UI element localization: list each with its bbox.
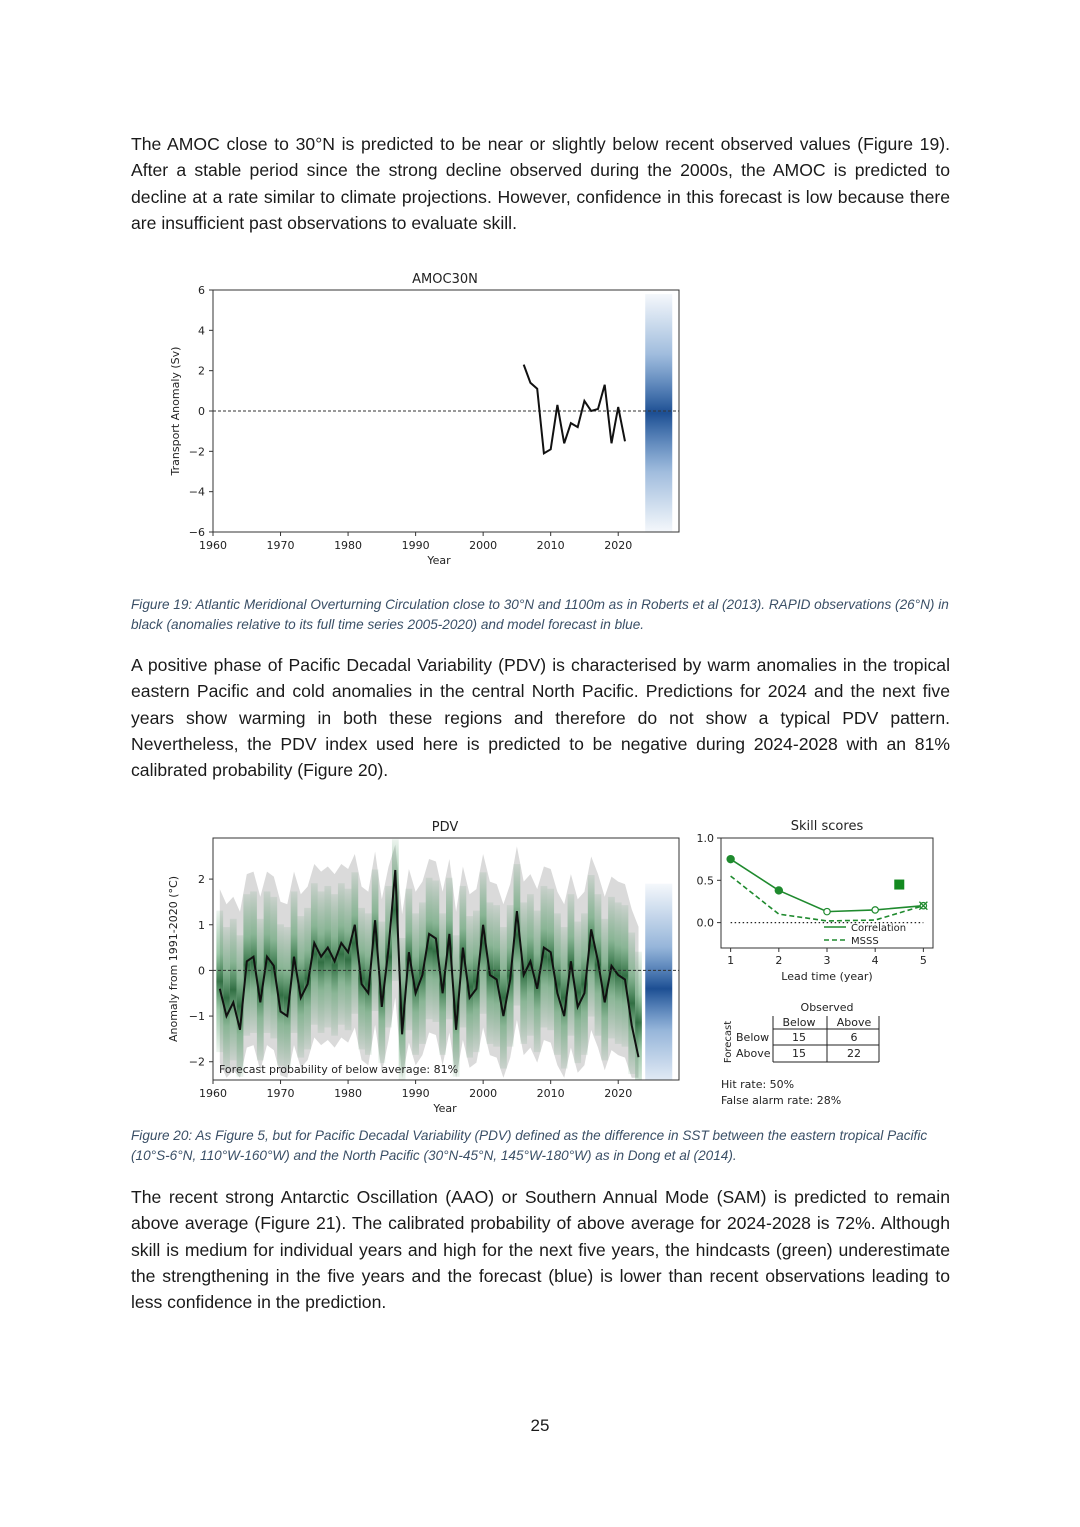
- hindcast-shade: [635, 952, 642, 1094]
- hindcast-shade: [223, 927, 230, 1069]
- table-cell: 6: [850, 1031, 858, 1044]
- x-tick-label: 2010: [536, 1087, 565, 1100]
- hindcast-shade: [318, 891, 325, 1033]
- x-tick-label: 1980: [334, 539, 363, 552]
- x-tick-label: 1970: [266, 1087, 295, 1100]
- legend-correlation-label: Correlation: [851, 923, 907, 934]
- table-row-below: Below: [736, 1031, 770, 1044]
- table-col-below: Below: [782, 1016, 816, 1029]
- y-tick-label: 2: [198, 873, 205, 887]
- y-tick-label: −1: [188, 1010, 205, 1024]
- contingency-table: [723, 1001, 879, 1063]
- paragraph-aao: The recent strong Antarctic Oscillation (AAO) or Southern Annual Mode (SAM) is predicted to remain above average (Figure 21). The calibrated probability of above average for 2024-2028 is 72%. Although skill is medium for individual years and high for the next five years, the hindcasts (green) underestimate the strengthening in the five years and the forecast (blue) is lower than recent observations leading to less confidence in the prediction.: [131, 1187, 950, 1313]
- hindcast-shade: [216, 911, 223, 1053]
- amoc-title: AMOC30N: [412, 272, 478, 287]
- skill-scores-panel: [690, 812, 950, 1112]
- pdv-annotation: Forecast probability of below average: 81%: [219, 1063, 459, 1076]
- hindcast-shade: [439, 913, 446, 1055]
- paragraph-amoc: The AMOC close to 30°N is predicted to be near or slightly below recent observed values (Figure 19). After a stable period since the strong decline observed during the 2000s, the AMOC is predicted to decline at a rate similar to climate projections. However, confidence in this forecast is low because there are insufficient past observations to evaluate skill.: [131, 134, 950, 233]
- hindcast-shade: [345, 889, 352, 1031]
- correlation-point: [824, 908, 830, 914]
- x-tick-label: 1980: [334, 1087, 363, 1100]
- hindcast-shade: [338, 883, 345, 1025]
- y-tick-label: −2: [188, 445, 205, 459]
- y-tick-label: 0.5: [696, 874, 714, 888]
- table-cell: 15: [792, 1047, 806, 1060]
- x-tick-label: 1960: [199, 1087, 227, 1100]
- five-year-correlation-marker: [894, 880, 904, 890]
- x-tick-label: 2020: [604, 1087, 633, 1100]
- y-tick-label: 0: [198, 964, 205, 978]
- x-tick-label: 1970: [266, 539, 295, 552]
- table-row-above: Above: [736, 1047, 771, 1060]
- table-cell: 22: [847, 1047, 861, 1060]
- table-forecast-label: Forecast: [723, 1020, 734, 1064]
- x-tick-label: 2000: [469, 1087, 498, 1100]
- x-tick-label: 2020: [604, 539, 633, 552]
- forecast-plume: [645, 884, 672, 1094]
- x-tick-label: 2: [775, 954, 783, 967]
- y-tick-label: 4: [198, 324, 205, 338]
- y-tick-label: −6: [188, 526, 205, 539]
- pdv-xlabel: Year: [433, 1102, 457, 1115]
- pdv-title: PDV: [431, 820, 459, 835]
- table-observed-label: Observed: [800, 1001, 854, 1014]
- hit-rate: Hit rate: 50%: [721, 1078, 795, 1091]
- pdv-plot-area: [216, 839, 672, 1093]
- hindcast-shade: [331, 894, 338, 1036]
- amoc-ylabel: Transport Anomaly (Sv): [169, 346, 182, 476]
- y-tick-label: 1.0: [696, 832, 714, 845]
- hindcast-shade: [324, 886, 331, 1028]
- x-tick-label: 1960: [199, 539, 227, 552]
- hindcast-shade: [493, 905, 500, 1047]
- x-tick-label: 5: [919, 954, 927, 967]
- pdv-chart: [160, 810, 700, 1120]
- hindcast-shade: [622, 905, 629, 1047]
- x-tick-label: 1: [727, 954, 735, 967]
- observed-line: [524, 365, 625, 454]
- caption-figure-20: Figure 20: As Figure 5, but for Pacific Decadal Variability (PDV) defined as the difference in SST between the eastern tropical Pacific (10°S-6°N, 110°W-160°W) and the North Pacific (30°N-45°N, 145°W-180°W) as in Dong et al (2014).: [131, 1128, 928, 1163]
- x-tick-label: 2010: [536, 539, 565, 552]
- paragraph-pdv: A positive phase of Pacific Decadal Variability (PDV) is characterised by warm anomalies in the tropical eastern Pacific and cold anomalies in the central North Pacific. Predictions for 2024 and the next five years show warming in both these regions and therefore do not show a typical PDV pattern. Nevertheless, the PDV index used here is predicted to be negative during 2024-2028 with an 81% calibrated probability (Figure 20).: [131, 655, 950, 781]
- x-tick-label: 4: [871, 954, 879, 967]
- x-tick-label: 1990: [401, 1087, 430, 1100]
- skill-xlabel: Lead time (year): [781, 970, 873, 983]
- table-col-above: Above: [836, 1016, 872, 1029]
- correlation-point: [727, 856, 734, 863]
- skill-legend: [824, 923, 906, 947]
- x-tick-label: 2000: [469, 539, 498, 552]
- y-tick-label: −2: [188, 1055, 205, 1069]
- skill-title: Skill scores: [790, 819, 864, 834]
- forecast-plume: [645, 294, 672, 532]
- caption-figure-19: Figure 19: Atlantic Meridional Overturning Circulation close to 30°N and 1100m as in Roberts et al (2013). RAPID observations (26°N) in black (anomalies relative to its full time series 2005-2020) and model forecast in blue.: [131, 597, 949, 632]
- hindcast-shade: [547, 889, 554, 1031]
- correlation-point: [872, 907, 878, 913]
- x-tick-label: 3: [823, 954, 831, 967]
- table-cell: 15: [792, 1031, 806, 1044]
- correlation-point: [775, 887, 782, 894]
- y-tick-label: 0: [198, 405, 205, 418]
- y-tick-label: 1: [198, 918, 205, 932]
- amoc-xlabel: Year: [427, 554, 451, 567]
- y-tick-label: 0.0: [696, 916, 714, 930]
- hindcast-shade: [230, 919, 237, 1061]
- amoc-chart: [160, 262, 700, 572]
- y-tick-label: 6: [198, 284, 205, 297]
- legend-msss-label: MSSS: [851, 936, 879, 947]
- y-tick-label: −4: [188, 485, 205, 499]
- page-number: 25: [530, 1416, 550, 1435]
- hindcast-shade: [385, 886, 392, 1028]
- y-tick-label: 2: [198, 364, 205, 378]
- pdv-ylabel: Anomaly from 1991-2020 (°C): [167, 875, 180, 1043]
- x-tick-label: 1990: [401, 539, 430, 552]
- false-alarm-rate: False alarm rate: 28%: [721, 1094, 842, 1107]
